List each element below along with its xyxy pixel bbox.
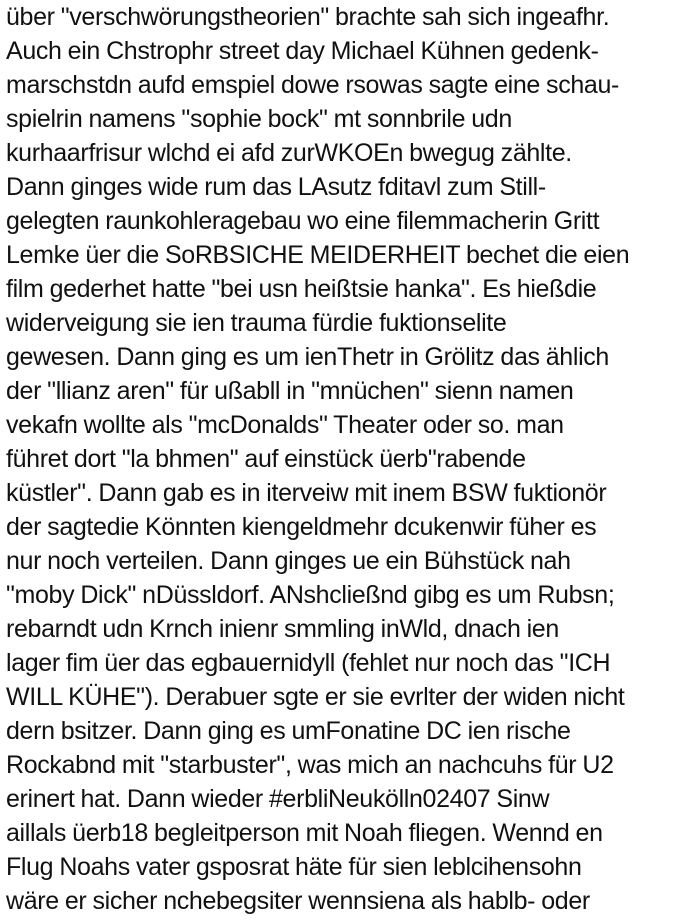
text-line-17: nur noch verteilen. Dann ginges ue ein Bühstück nah: [6, 547, 571, 575]
text-line-19: rebarndt udn Krnch inienr smmling inWld, dnach ien: [6, 615, 559, 643]
text-line-21: WILL KÜHE"). Derabuer sgte er sie evrlter der widen nicht: [6, 683, 625, 711]
text-line-8: Lemke üer die SoRBSICHE MEIDERHEIT bechet die eien: [6, 241, 630, 269]
text-line-22: dern bsitzer. Dann ging es umFonatine DC ien rische: [6, 717, 571, 745]
text-line-11: gewesen. Dann ging es um ienThetr in Grölitz das ählich: [6, 343, 609, 371]
text-line-14: führet dort "la bhmen" auf einstück üerb"rabende: [6, 445, 526, 473]
text-line-26: Flug Noahs vater gsposrat häte für sien leblcihensohn: [6, 853, 582, 881]
text-line-25: aillals üerb18 begleitperson mit Noah fliegen. Wennd en: [6, 819, 603, 847]
text-line-18: "moby Dick" nDüssldorf. ANshcließnd gibg es um Rubsn;: [6, 581, 615, 609]
text-line-3: marschstdn aufd emspiel dowe rsowas sagte eine schau-: [6, 71, 619, 99]
text-line-13: vekafn wollte als "mcDonalds" Theater oder so. man: [6, 411, 564, 439]
text-line-2: Auch ein Chstrophr street day Michael Kühnen gedenk-: [6, 37, 599, 65]
text-line-4: spielrin namens "sophie bock" mt sonnbrile udn: [6, 105, 512, 133]
text-line-7: gelegten raunkohleragebau wo eine filemmacherin Gritt: [6, 207, 600, 235]
text-line-16: der sagtedie Könnten kiengeldmehr dcukenwir füher es: [6, 513, 597, 541]
text-line-23: Rockabnd mit "starbuster", was mich an nachcuhs für U2: [6, 751, 614, 779]
text-line-27: wäre er sicher nchebegsiter wennsiena als hablb- oder: [6, 887, 590, 915]
text-line-10: widerveigung sie ien trauma fürdie fuktionselite: [6, 309, 507, 337]
text-line-24: erinert hat. Dann wieder #erbliNeukölln02407 Sinw: [6, 785, 550, 813]
text-line-5: kurhaarfrisur wlchd ei afd zurWKOEn bwegug zählte.: [6, 139, 572, 167]
text-line-15: küstler". Dann gab es in iterveiw mit inem BSW fuktionör: [6, 479, 607, 507]
text-line-9: film gederhet hatte "bei usn heißtsie hanka". Es hießdie: [6, 275, 597, 303]
body-text: [6, 0, 682, 918]
text-line-20: lager fim üer das egbauernidyll (fehlet nur noch das "ICH: [6, 649, 611, 677]
text-line-12: der "llianz aren" für ußabll in "mnüchen" sienn namen: [6, 377, 574, 405]
text-line-1: über "verschwörungstheorien" brachte sah sich ingeafhr.: [6, 3, 610, 31]
text-line-6: Dann ginges wide rum das LAsutz fditavl zum Still-: [6, 173, 546, 201]
